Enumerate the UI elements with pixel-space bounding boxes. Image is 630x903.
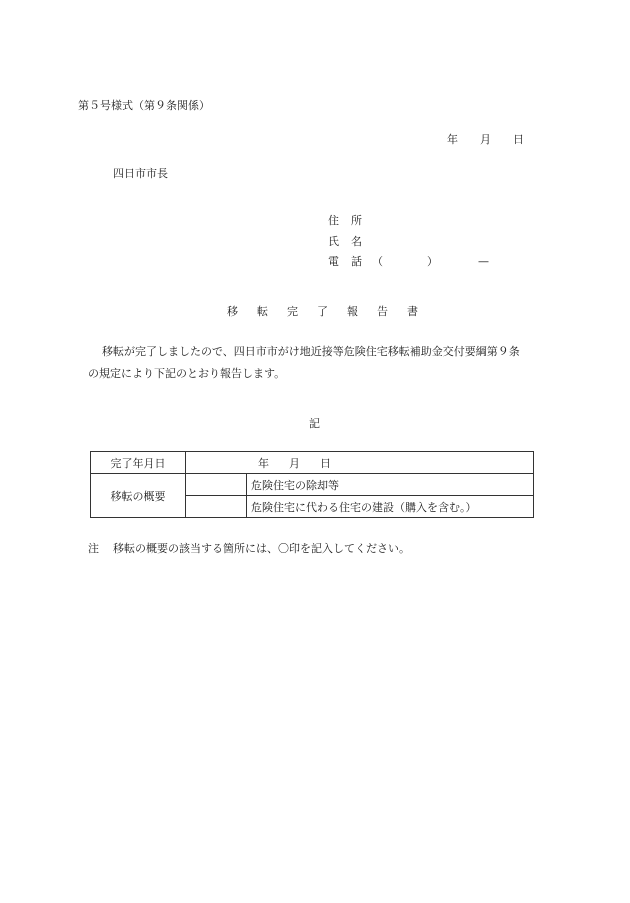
completion-year: 年 xyxy=(258,456,269,470)
completion-date-cell xyxy=(186,452,534,474)
completion-day: 日 xyxy=(320,456,331,470)
table-row xyxy=(91,452,534,474)
body-line-1: 移転が完了しましたので、四日市市がけ地近接等危険住宅移転補助金交付要綱第９条 xyxy=(102,345,520,358)
phone-label: 電話 xyxy=(328,255,374,268)
note-prefix: 注 xyxy=(88,542,99,555)
note xyxy=(88,540,410,556)
phone-row xyxy=(328,252,489,273)
address-row xyxy=(328,211,489,232)
document-title: 移転完了報告書 xyxy=(227,305,437,318)
option2-text: 危険住宅に代わる住宅の建設（購入を含む。） xyxy=(247,496,534,518)
phone-open-paren: （ xyxy=(372,255,383,268)
date-month: 月 xyxy=(480,133,491,146)
body-text xyxy=(88,341,538,385)
relocation-summary-label: 移転の概要 xyxy=(91,474,186,518)
option2-check-cell[interactable] xyxy=(186,496,247,518)
name-row xyxy=(328,232,489,253)
addressee: 四日市市長 xyxy=(113,167,168,180)
name-label: 氏名 xyxy=(328,234,374,248)
date-day: 日 xyxy=(513,133,524,146)
table-row xyxy=(91,474,534,496)
completion-date-label: 完了年月日 xyxy=(91,452,186,474)
option1-text: 危険住宅の除却等 xyxy=(247,474,534,496)
body-line-2: の規定により下記のとおり報告します。 xyxy=(88,367,286,380)
completion-month: 月 xyxy=(289,456,300,470)
option1-check-cell[interactable] xyxy=(186,474,247,496)
date-year: 年 xyxy=(447,133,458,146)
phone-dash: — xyxy=(478,255,489,268)
report-table xyxy=(90,451,534,518)
ki-heading: 記 xyxy=(309,417,320,430)
applicant-block xyxy=(328,211,489,273)
form-number: 第５号様式（第９条関係） xyxy=(78,99,210,112)
address-label: 住所 xyxy=(328,214,374,227)
phone-close-paren: ） xyxy=(427,255,438,268)
note-text: 移転の概要の該当する箇所には、〇印を記入してください。 xyxy=(113,542,410,555)
date-line xyxy=(447,131,524,147)
